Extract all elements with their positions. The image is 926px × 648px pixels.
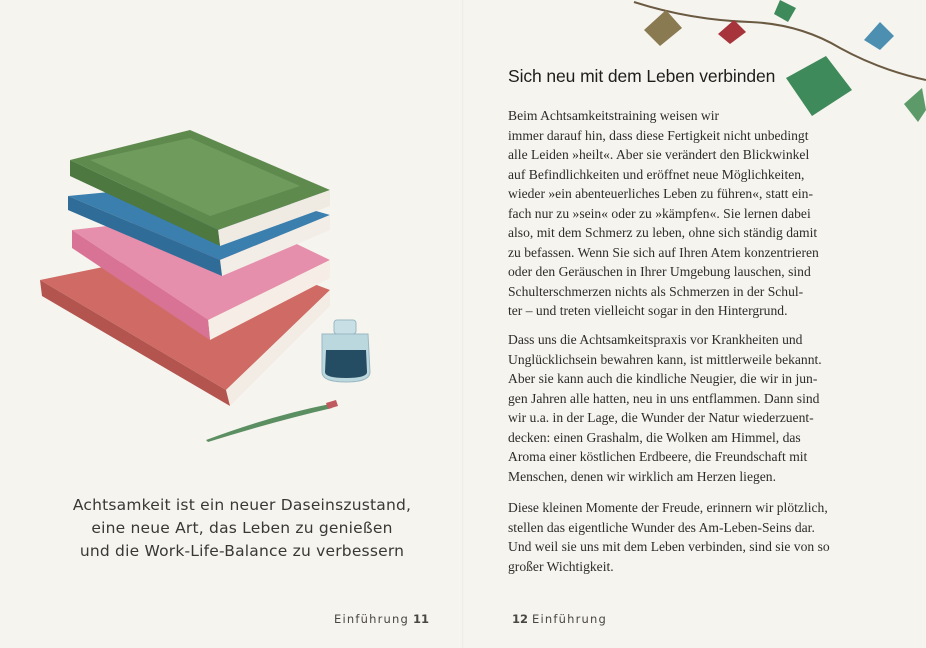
text-line: Und weil sie uns mit dem Leben verbinden, sind sie von so xyxy=(508,539,830,554)
text-line: stellen das eigentliche Wunder des Am-Leben-Seins dar. xyxy=(508,519,815,535)
paragraph-2 xyxy=(508,330,863,486)
text-line: Unglücklichsein bewahren kann, ist mittlerweile bekannt. xyxy=(508,351,822,367)
caption-line: eine neue Art, das Leben zu genießen xyxy=(91,519,393,537)
page-gutter xyxy=(462,0,464,648)
text-line: Aroma einer köstlichen Erdbeere, die Freundschaft mit xyxy=(508,449,808,464)
text-line: Menschen, denen wir wirklich am Herzen liegen. xyxy=(508,468,776,484)
page-number: 12 xyxy=(512,612,529,626)
text-line: wieder »ein abenteuerliches Leben zu führen«, statt ein- xyxy=(508,186,813,201)
text-line: Aber sie kann auch die kindliche Neugier, die wir in jun- xyxy=(508,371,818,386)
leaf-icon xyxy=(718,20,746,44)
text-line: Beim Achtsamkeitstraining weisen wir xyxy=(508,108,720,123)
text-line: immer darauf hin, dass diese Fertigkeit nicht unbedingt xyxy=(508,127,809,143)
text-line: auf Befindlichkeiten und eröffnet neue Möglichkeiten, xyxy=(508,166,805,182)
leaf-icon xyxy=(904,88,926,122)
ink-bottle xyxy=(322,320,370,382)
caption xyxy=(62,494,422,563)
page-number: 11 xyxy=(412,612,429,626)
left-folio xyxy=(334,612,433,626)
text-line: oder den Geräuschen in Ihrer Umgebung lauschen, sind xyxy=(508,264,811,279)
text-line: alle Leiden »heilt«. Aber sie verändert den Blickwinkel xyxy=(508,147,810,162)
folio-label: Einführung xyxy=(334,612,409,626)
caption-line: Achtsamkeit ist ein neuer Daseinszustand, xyxy=(72,496,412,514)
right-folio xyxy=(508,612,607,626)
caption-line: und die Work-Life-Balance zu verbessern xyxy=(79,542,405,560)
section-heading: Sich neu mit dem Leben verbinden xyxy=(508,66,776,86)
text-line: gen Jahren alle hatten, neu in uns entflammen. Dann sind xyxy=(508,390,820,406)
book-stack-illustration xyxy=(30,120,450,460)
text-line: Schulterschmerzen nichts als Schmerzen in der Schul- xyxy=(508,283,804,299)
text-line: Diese kleinen Momente der Freude, erinnern wir plötzlich, xyxy=(508,500,828,515)
text-line: großer Wichtigkeit. xyxy=(508,558,614,574)
text-line: ter – und treten vielleicht sogar in den Hintergrund. xyxy=(508,303,788,318)
leaf-icon xyxy=(644,10,682,46)
text-line: also, mit dem Schmerz zu leben, ohne sich ständig damit xyxy=(508,225,818,240)
paint-brush xyxy=(206,400,338,442)
text-line: fach nur zu »sein« oder zu »kämpfen«. Sie lernen dabei xyxy=(508,205,811,221)
paragraph-3 xyxy=(508,498,863,576)
text-line: decken: einen Grashalm, die Wolken am Himmel, das xyxy=(508,429,801,445)
leaf-icon xyxy=(774,0,796,22)
text-line: zu befassen. Wenn Sie sich auf Ihren Atem konzentrieren xyxy=(508,244,819,260)
leaf-icon xyxy=(864,22,894,50)
text-line: wir u.a. in der Lage, die Wunder der Natur wiederzuent- xyxy=(508,410,814,425)
text-line: Dass uns die Achtsamkeitspraxis vor Krankheiten und xyxy=(508,332,803,347)
folio-label: Einführung xyxy=(532,612,607,626)
paragraph-1 xyxy=(508,106,863,321)
